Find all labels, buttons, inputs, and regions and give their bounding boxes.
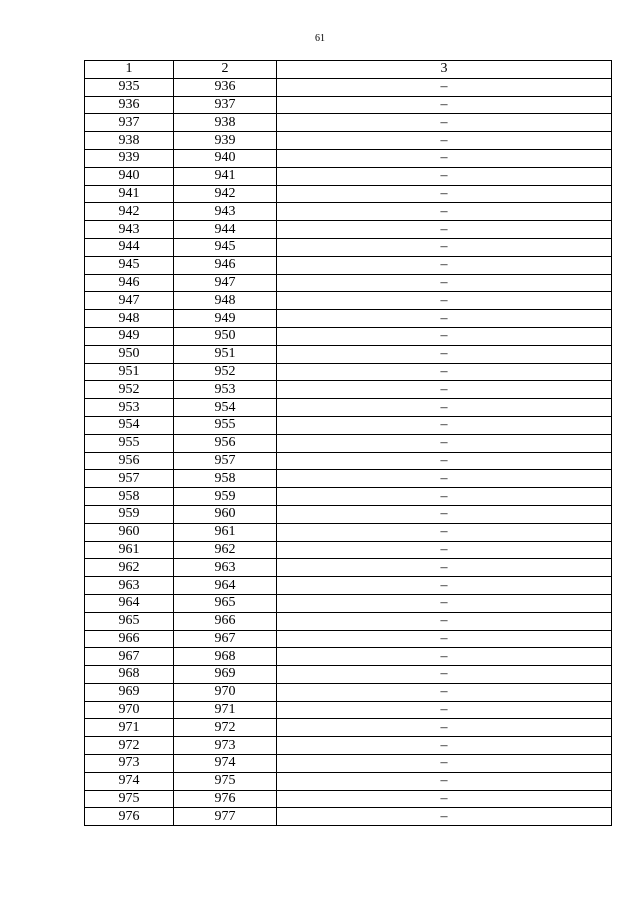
- table-cell-col2: 963: [174, 559, 277, 577]
- table-row: [85, 132, 612, 150]
- table-cell-col1: 937: [85, 114, 174, 132]
- table-cell-col2: 938: [174, 114, 277, 132]
- table-row: [85, 167, 612, 185]
- table-row: [85, 612, 612, 630]
- table-cell-col3: –: [277, 132, 612, 150]
- table-cell-col1: 954: [85, 416, 174, 434]
- table-cell-col3: –: [277, 470, 612, 488]
- table-cell-col3: –: [277, 523, 612, 541]
- table-cell-col2: 962: [174, 541, 277, 559]
- table-cell-col2: 960: [174, 505, 277, 523]
- table-cell-col1: 963: [85, 577, 174, 595]
- column-header-2: 2: [174, 61, 277, 79]
- table-cell-col1: 951: [85, 363, 174, 381]
- table-row: [85, 221, 612, 239]
- table-row: [85, 648, 612, 666]
- table-row: [85, 505, 612, 523]
- table-cell-col2: 948: [174, 292, 277, 310]
- table-row: [85, 755, 612, 773]
- table-cell-col1: 944: [85, 238, 174, 256]
- table-cell-col2: 941: [174, 167, 277, 185]
- table-cell-col1: 947: [85, 292, 174, 310]
- table-cell-col1: 949: [85, 327, 174, 345]
- table-cell-col1: 939: [85, 149, 174, 167]
- table-cell-col3: –: [277, 630, 612, 648]
- table-cell-col1: 973: [85, 755, 174, 773]
- table-row: [85, 203, 612, 221]
- table-cell-col2: 964: [174, 577, 277, 595]
- table-cell-col3: –: [277, 719, 612, 737]
- table-row: [85, 149, 612, 167]
- table-body: [85, 78, 612, 825]
- table-cell-col2: 939: [174, 132, 277, 150]
- table-cell-col2: 968: [174, 648, 277, 666]
- table-cell-col2: 969: [174, 666, 277, 684]
- table-cell-col3: –: [277, 416, 612, 434]
- table-row: [85, 78, 612, 96]
- table-cell-col1: 940: [85, 167, 174, 185]
- table-row: [85, 452, 612, 470]
- table-cell-col3: –: [277, 363, 612, 381]
- table-cell-col2: 976: [174, 790, 277, 808]
- table-cell-col2: 936: [174, 78, 277, 96]
- table-row: [85, 274, 612, 292]
- table-cell-col1: 936: [85, 96, 174, 114]
- table-cell-col2: 957: [174, 452, 277, 470]
- table-cell-col1: 966: [85, 630, 174, 648]
- table-row: [85, 399, 612, 417]
- table-cell-col2: 940: [174, 149, 277, 167]
- table-cell-col1: 957: [85, 470, 174, 488]
- table-cell-col3: –: [277, 185, 612, 203]
- table-cell-col3: –: [277, 149, 612, 167]
- table-row: [85, 345, 612, 363]
- table-cell-col1: 950: [85, 345, 174, 363]
- table-row: [85, 523, 612, 541]
- table-cell-col3: –: [277, 683, 612, 701]
- table-cell-col2: 950: [174, 327, 277, 345]
- table-cell-col1: 956: [85, 452, 174, 470]
- table-cell-col3: –: [277, 577, 612, 595]
- table-cell-col2: 977: [174, 808, 277, 826]
- table-cell-col2: 955: [174, 416, 277, 434]
- table-cell-col3: –: [277, 648, 612, 666]
- table-cell-col3: –: [277, 256, 612, 274]
- table-row: [85, 701, 612, 719]
- table-cell-col3: –: [277, 78, 612, 96]
- table-cell-col3: –: [277, 612, 612, 630]
- table-cell-col1: 958: [85, 488, 174, 506]
- table-cell-col1: 968: [85, 666, 174, 684]
- table-row: [85, 594, 612, 612]
- table-cell-col1: 952: [85, 381, 174, 399]
- table-row: [85, 683, 612, 701]
- table-row: [85, 363, 612, 381]
- table-cell-col1: 965: [85, 612, 174, 630]
- table-cell-col3: –: [277, 808, 612, 826]
- table-row: [85, 541, 612, 559]
- table-cell-col1: 938: [85, 132, 174, 150]
- table-cell-col3: –: [277, 505, 612, 523]
- table-cell-col2: 966: [174, 612, 277, 630]
- table-cell-col3: –: [277, 292, 612, 310]
- table-cell-col1: 941: [85, 185, 174, 203]
- table-row: [85, 310, 612, 328]
- table-cell-col3: –: [277, 790, 612, 808]
- table-cell-col3: –: [277, 114, 612, 132]
- table-row: [85, 737, 612, 755]
- table-cell-col1: 959: [85, 505, 174, 523]
- table-cell-col1: 971: [85, 719, 174, 737]
- table-cell-col2: 952: [174, 363, 277, 381]
- table-cell-col3: –: [277, 666, 612, 684]
- table-row: [85, 630, 612, 648]
- table-row: [85, 434, 612, 452]
- table-cell-col1: 967: [85, 648, 174, 666]
- table-row: [85, 559, 612, 577]
- table-cell-col1: 961: [85, 541, 174, 559]
- table-cell-col3: –: [277, 310, 612, 328]
- table-row: [85, 790, 612, 808]
- column-header-1: 1: [85, 61, 174, 79]
- table-cell-col3: –: [277, 345, 612, 363]
- table-row: [85, 666, 612, 684]
- table-cell-col3: –: [277, 541, 612, 559]
- table-cell-col3: –: [277, 238, 612, 256]
- table-cell-col1: 960: [85, 523, 174, 541]
- table-cell-col1: 946: [85, 274, 174, 292]
- table-cell-col1: 942: [85, 203, 174, 221]
- table-cell-col1: 964: [85, 594, 174, 612]
- table-cell-col1: 969: [85, 683, 174, 701]
- column-header-3: 3: [277, 61, 612, 79]
- table-cell-col3: –: [277, 221, 612, 239]
- table-cell-col1: 962: [85, 559, 174, 577]
- table-cell-col2: 951: [174, 345, 277, 363]
- table-row: [85, 96, 612, 114]
- table-cell-col2: 947: [174, 274, 277, 292]
- table-cell-col2: 945: [174, 238, 277, 256]
- page-number: 61: [315, 33, 325, 44]
- table-cell-col1: 974: [85, 772, 174, 790]
- table-cell-col2: 965: [174, 594, 277, 612]
- table-cell-col2: 973: [174, 737, 277, 755]
- table-cell-col1: 953: [85, 399, 174, 417]
- table-cell-col2: 967: [174, 630, 277, 648]
- table-row: [85, 470, 612, 488]
- table-cell-col2: 946: [174, 256, 277, 274]
- table-cell-col3: –: [277, 594, 612, 612]
- table-cell-col2: 937: [174, 96, 277, 114]
- table-row: [85, 719, 612, 737]
- table-cell-col1: 976: [85, 808, 174, 826]
- table-cell-col2: 943: [174, 203, 277, 221]
- table-cell-col2: 975: [174, 772, 277, 790]
- table-cell-col2: 971: [174, 701, 277, 719]
- table-row: [85, 808, 612, 826]
- table-cell-col3: –: [277, 772, 612, 790]
- table-cell-col3: –: [277, 327, 612, 345]
- table-cell-col1: 943: [85, 221, 174, 239]
- table-row: [85, 488, 612, 506]
- table-cell-col2: 956: [174, 434, 277, 452]
- table-cell-col1: 945: [85, 256, 174, 274]
- table-row: [85, 114, 612, 132]
- table-cell-col3: –: [277, 434, 612, 452]
- table-cell-col1: 935: [85, 78, 174, 96]
- table-cell-col2: 970: [174, 683, 277, 701]
- table-cell-col3: –: [277, 701, 612, 719]
- table-row: [85, 327, 612, 345]
- table-cell-col3: –: [277, 381, 612, 399]
- table-cell-col3: –: [277, 452, 612, 470]
- table-cell-col3: –: [277, 167, 612, 185]
- table-cell-col2: 974: [174, 755, 277, 773]
- table-cell-col1: 975: [85, 790, 174, 808]
- table-cell-col1: 972: [85, 737, 174, 755]
- table-row: [85, 256, 612, 274]
- table-header-row: [85, 61, 612, 79]
- table-cell-col2: 949: [174, 310, 277, 328]
- table-row: [85, 292, 612, 310]
- table-cell-col3: –: [277, 399, 612, 417]
- table-cell-col2: 942: [174, 185, 277, 203]
- table-cell-col1: 970: [85, 701, 174, 719]
- table-row: [85, 416, 612, 434]
- table-cell-col3: –: [277, 755, 612, 773]
- table-cell-col1: 955: [85, 434, 174, 452]
- table-cell-col2: 954: [174, 399, 277, 417]
- table-row: [85, 577, 612, 595]
- table-cell-col2: 959: [174, 488, 277, 506]
- table-cell-col2: 972: [174, 719, 277, 737]
- table-cell-col3: –: [277, 559, 612, 577]
- table-cell-col3: –: [277, 274, 612, 292]
- table-cell-col1: 948: [85, 310, 174, 328]
- table-row: [85, 238, 612, 256]
- table-cell-col3: –: [277, 488, 612, 506]
- table-row: [85, 381, 612, 399]
- table-cell-col2: 958: [174, 470, 277, 488]
- table-cell-col2: 961: [174, 523, 277, 541]
- table-row: [85, 185, 612, 203]
- table-cell-col2: 953: [174, 381, 277, 399]
- table-cell-col2: 944: [174, 221, 277, 239]
- table-cell-col3: –: [277, 203, 612, 221]
- table-row: [85, 772, 612, 790]
- data-table: [84, 60, 612, 826]
- table-cell-col3: –: [277, 96, 612, 114]
- table-cell-col3: –: [277, 737, 612, 755]
